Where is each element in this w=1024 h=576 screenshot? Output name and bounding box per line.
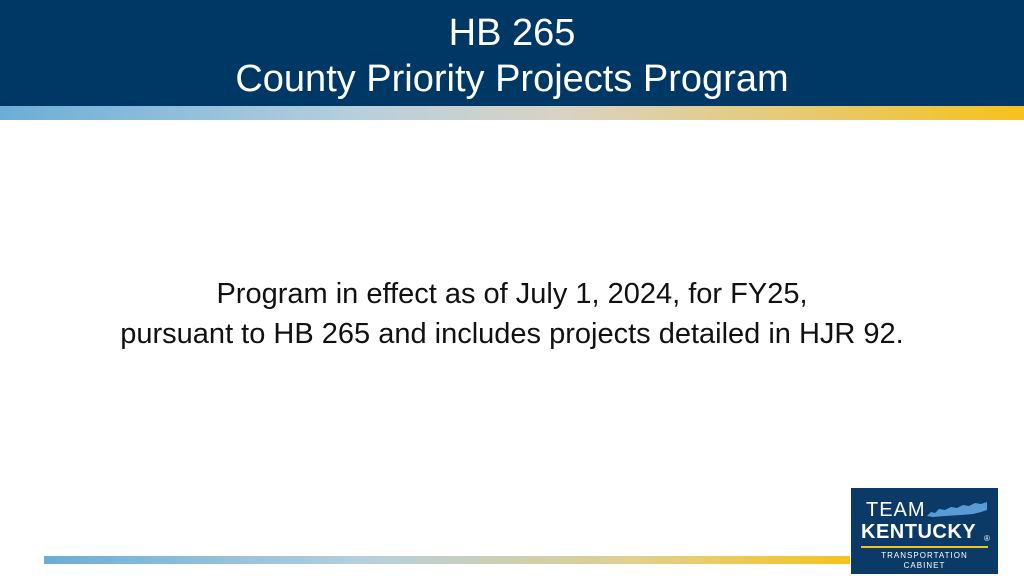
logo-subtitle-line2: CABINET (903, 561, 946, 570)
slide-title-line2: County Priority Projects Program (235, 58, 789, 100)
slide-title (0, 10, 1024, 102)
logo-kentucky-text: KENTUCKY (861, 521, 977, 543)
body-text-line1: Program in effect as of July 1, 2024, for FY25, (216, 278, 808, 310)
kentucky-state-icon (925, 500, 989, 520)
logo-divider (861, 546, 988, 548)
footer-gradient-band (44, 556, 850, 564)
header-gradient-band (0, 106, 1024, 120)
team-kentucky-logo (851, 488, 998, 574)
body-text-line2: pursuant to HB 265 and includes projects detailed in HJR 92. (120, 318, 904, 350)
slide-title-line1: HB 265 (448, 12, 576, 54)
logo-team-text: TEAM (866, 499, 926, 521)
logo-registered-mark: ® (984, 534, 990, 543)
body-text (0, 274, 1024, 354)
logo-subtitle-line1: TRANSPORTATION (881, 551, 968, 560)
title-banner (0, 0, 1024, 106)
